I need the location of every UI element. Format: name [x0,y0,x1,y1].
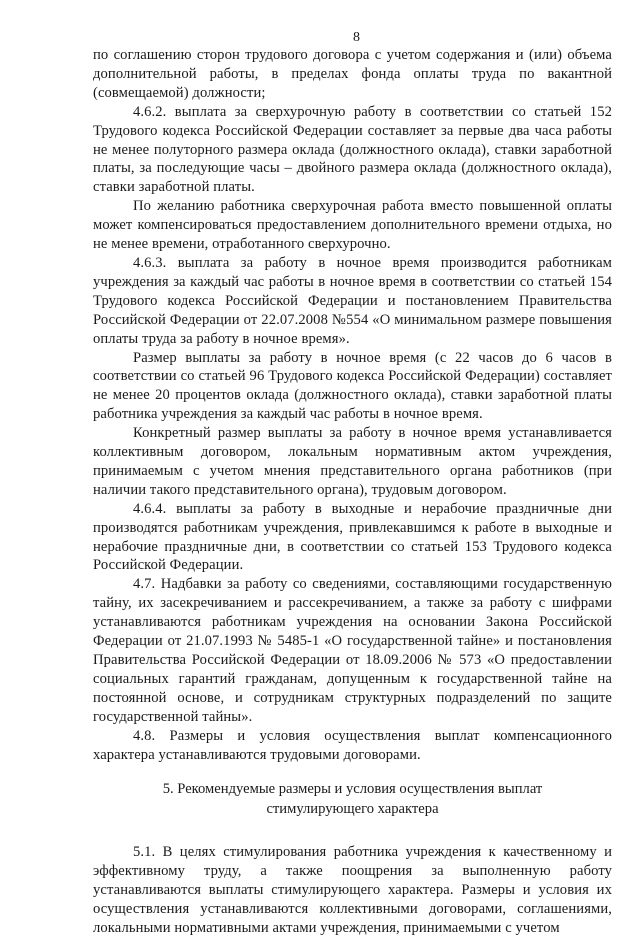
paragraph-4-6-3: 4.6.3. выплата за работу в ночное время производится работникам учреждения за каждый час работы в ночное время в соответствии со статьей 154 Трудового кодекса Российской Федерации и постановлением Правительства Российской Федерации от 22.07.2008 №554 «О минимальном размере повышения оплаты труда за работу в ночное время». [93,254,612,347]
paragraph-night-pay-size: Размер выплаты за работу в ночное время (с 22 часов до 6 часов в соответствии со статьей 96 Трудового кодекса Российской Федерации) составляет не менее 20 процентов оклада (должностного оклада), ставки заработной платы работника учреждения за каждый час работы в ночное время. [93,349,612,423]
paragraph-overtime-rest: По желанию работника сверхурочная работа вместо повышенной оплаты может компенсироваться предоставлением дополнительного времени отдыха, но не менее времени, отработанного сверхурочно. [93,198,612,253]
paragraph-continuation: по соглашению сторон трудового договора с учетом содержания и (или) объема дополнительной работы, в пределах фонда оплаты труда по вакантной (совмещаемой) должности; [93,47,612,101]
paragraph-4-6-2: 4.6.2. выплата за сверхурочную работу в соответствии со статьей 152 Трудового кодекса Российской Федерации составляет за первые два часа работы не менее полуторного размера оклада (должностного оклада), ставки заработной платы, за последующие часы – двойного размера оклада (должностного оклада), ставки заработной платы. [93,103,612,196]
paragraph-4-6-4: 4.6.4. выплаты за работу в выходные и нерабочие праздничные дни производятся работникам учреждения, привлекавшимся к работе в выходные и нерабочие праздничные дни, в соответствии со статьей 153 Трудового кодекса Российской Федерации. [93,500,612,574]
page-number: 8 [353,30,360,45]
paragraph-4-8: 4.8. Размеры и условия осуществления выплат компенсационного характера устанавливаются трудовыми договорами. [93,727,612,763]
paragraph-4-7: 4.7. Надбавки за работу со сведениями, составляющими государственную тайну, их засекречиванием и рассекречиванием, а также за работу с шифрами устанавливаются работникам учреждения на основании Закона Российской Федерации от 21.07.1993 № 5485-1 «О государственной тайне» и постановления Правительства Российской Федерации от 18.09.2006 № 573 «О предоставлении социальных гарантий гражданам, допущенным к государственной тайне на постоянной основе, и сотрудникам структурных подразделений по защите государственной тайны». [93,576,612,725]
paragraph-night-pay-specific: Конкретный размер выплаты за работу в ночное время устанавливается коллективным договором, локальным нормативным актом учреждения, принимаемым с учетом мнения представительного органа работников (при наличии такого представительного органа), трудовым договором. [93,425,612,498]
section-heading-line-1: 5. Рекомендуемые размеры и условия осуществления выплат [162,781,543,798]
paragraph-5-1: 5.1. В целях стимулирования работника учреждения к качественному и эффективному труду, а также поощрения за выполненную работу устанавливаются выплаты стимулирующего характера. Размеры и условия их осуществления устанавливаются коллективными договорами, соглашениями, локальными нормативными актами учреждения, принимаемыми с учетом [93,844,612,937]
section-5-heading [93,780,612,819]
section-heading-line-2: стимулирующего характера [266,800,439,817]
